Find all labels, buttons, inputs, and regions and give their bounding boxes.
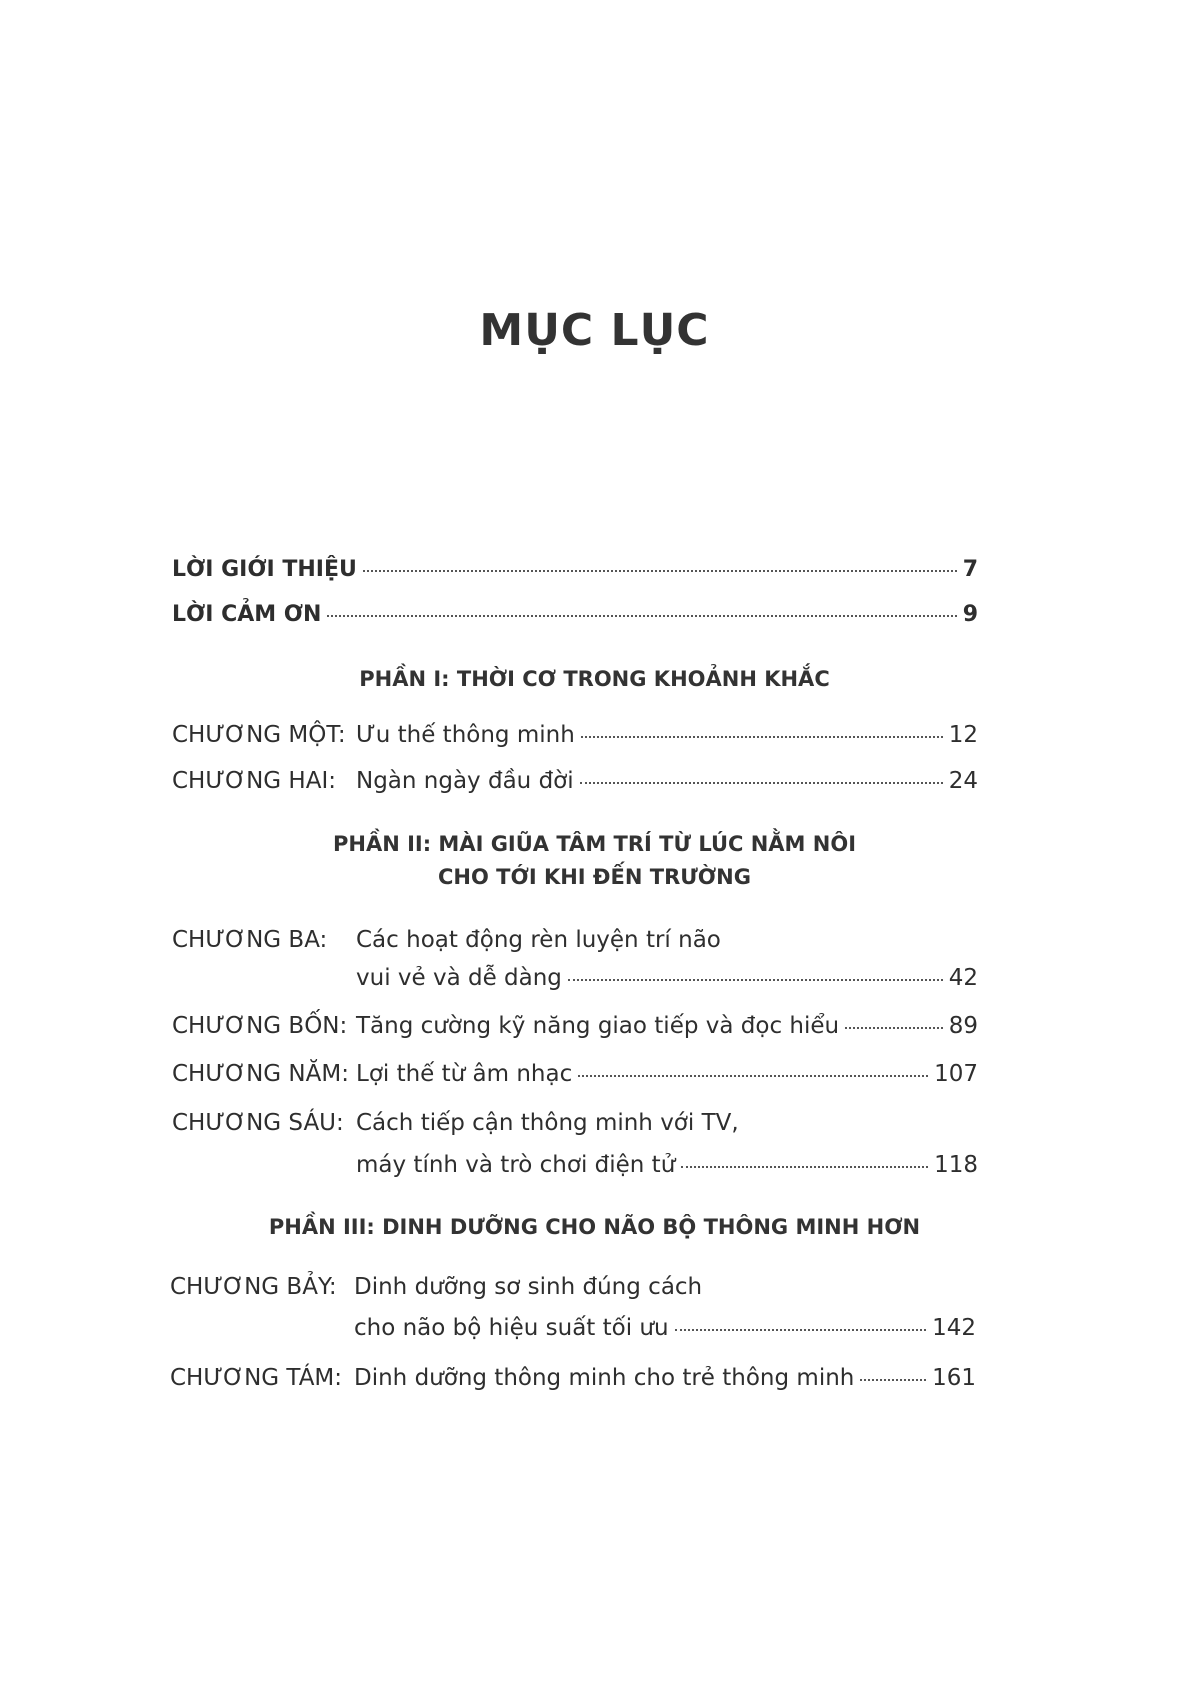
dot-leader: [860, 1379, 926, 1381]
dot-leader: [580, 782, 943, 784]
page-number: 24: [948, 768, 978, 794]
chapter-label: CHƯƠNG TÁM:: [170, 1365, 343, 1391]
part-heading: PHẦN III: DINH DƯỠNG CHO NÃO BỘ THÔNG MINH HƠN: [268, 1215, 921, 1239]
chapter-title: Các hoạt động rèn luyện trí não: [356, 927, 721, 953]
chapter-label: CHƯƠNG MỘT:: [172, 722, 346, 748]
toc-entry-chapter-5[interactable]: [172, 1059, 978, 1089]
toc-entry-acknowledgements[interactable]: [172, 600, 978, 630]
chapter-title: Dinh dưỡng sơ sinh đúng cách: [354, 1274, 703, 1300]
dot-leader: [675, 1329, 927, 1331]
chapter-label: CHƯƠNG BA:: [172, 927, 328, 953]
toc-entry-chapter-1[interactable]: [172, 720, 978, 750]
entry-label: LỜI CẢM ƠN: [172, 602, 322, 627]
chapter-title: Tăng cường kỹ năng giao tiếp và đọc hiểu: [356, 1013, 840, 1039]
part-heading: PHẦN II: MÀI GIŨA TÂM TRÍ TỪ LÚC NẰM NÔI: [332, 832, 857, 856]
chapter-label: CHƯƠNG HAI:: [172, 768, 336, 794]
toc-entry-chapter-3[interactable]: [356, 963, 978, 993]
page-title: MỤC LỤC: [479, 305, 710, 356]
page-number: 12: [948, 722, 978, 748]
toc-entry-chapter-4[interactable]: [172, 1011, 978, 1041]
part-heading: PHẦN I: THỜI CƠ TRONG KHOẢNH KHẮC: [359, 667, 830, 691]
toc-entry-introduction[interactable]: [172, 555, 978, 585]
dot-leader: [845, 1027, 943, 1029]
page-number: 161: [932, 1365, 976, 1391]
toc-entry-chapter-8[interactable]: [170, 1363, 976, 1393]
page-number: 42: [948, 965, 978, 991]
page-number: 7: [962, 557, 978, 582]
dot-leader: [581, 736, 943, 738]
chapter-title: Lợi thế từ âm nhạc: [356, 1061, 573, 1087]
chapter-title: Dinh dưỡng thông minh cho trẻ thông minh: [354, 1365, 855, 1391]
toc-entry-chapter-6[interactable]: [356, 1150, 978, 1180]
chapter-title-line2: cho não bộ hiệu suất tối ưu: [354, 1315, 669, 1341]
chapter-label: CHƯƠNG NĂM:: [172, 1061, 349, 1087]
chapter-label: CHƯƠNG BẢY:: [170, 1274, 337, 1300]
part-heading-line2: CHO TỚI KHI ĐẾN TRƯỜNG: [438, 865, 751, 889]
chapter-title: Ưu thế thông minh: [356, 722, 575, 748]
page-number: 9: [962, 602, 978, 627]
page-number: 107: [934, 1061, 978, 1087]
dot-leader: [578, 1075, 928, 1077]
chapter-label: CHƯƠNG SÁU:: [172, 1110, 344, 1136]
dot-leader: [681, 1166, 928, 1168]
toc-entry-chapter-7[interactable]: [354, 1313, 976, 1343]
page-number: 89: [948, 1013, 978, 1039]
dot-leader: [568, 979, 943, 981]
dot-leader: [327, 615, 956, 617]
page-number: 142: [932, 1315, 976, 1341]
chapter-title-line2: vui vẻ và dễ dàng: [356, 965, 562, 991]
entry-label: LỜI GIỚI THIỆU: [172, 557, 357, 582]
chapter-title: Ngàn ngày đầu đời: [356, 768, 574, 794]
chapter-label: CHƯƠNG BỐN:: [172, 1013, 348, 1039]
chapter-title: Cách tiếp cận thông minh với TV,: [356, 1110, 739, 1136]
dot-leader: [363, 570, 957, 572]
toc-entry-chapter-2[interactable]: [172, 766, 978, 796]
chapter-title-line2: máy tính và trò chơi điện tử: [356, 1152, 676, 1178]
page-number: 118: [934, 1152, 978, 1178]
